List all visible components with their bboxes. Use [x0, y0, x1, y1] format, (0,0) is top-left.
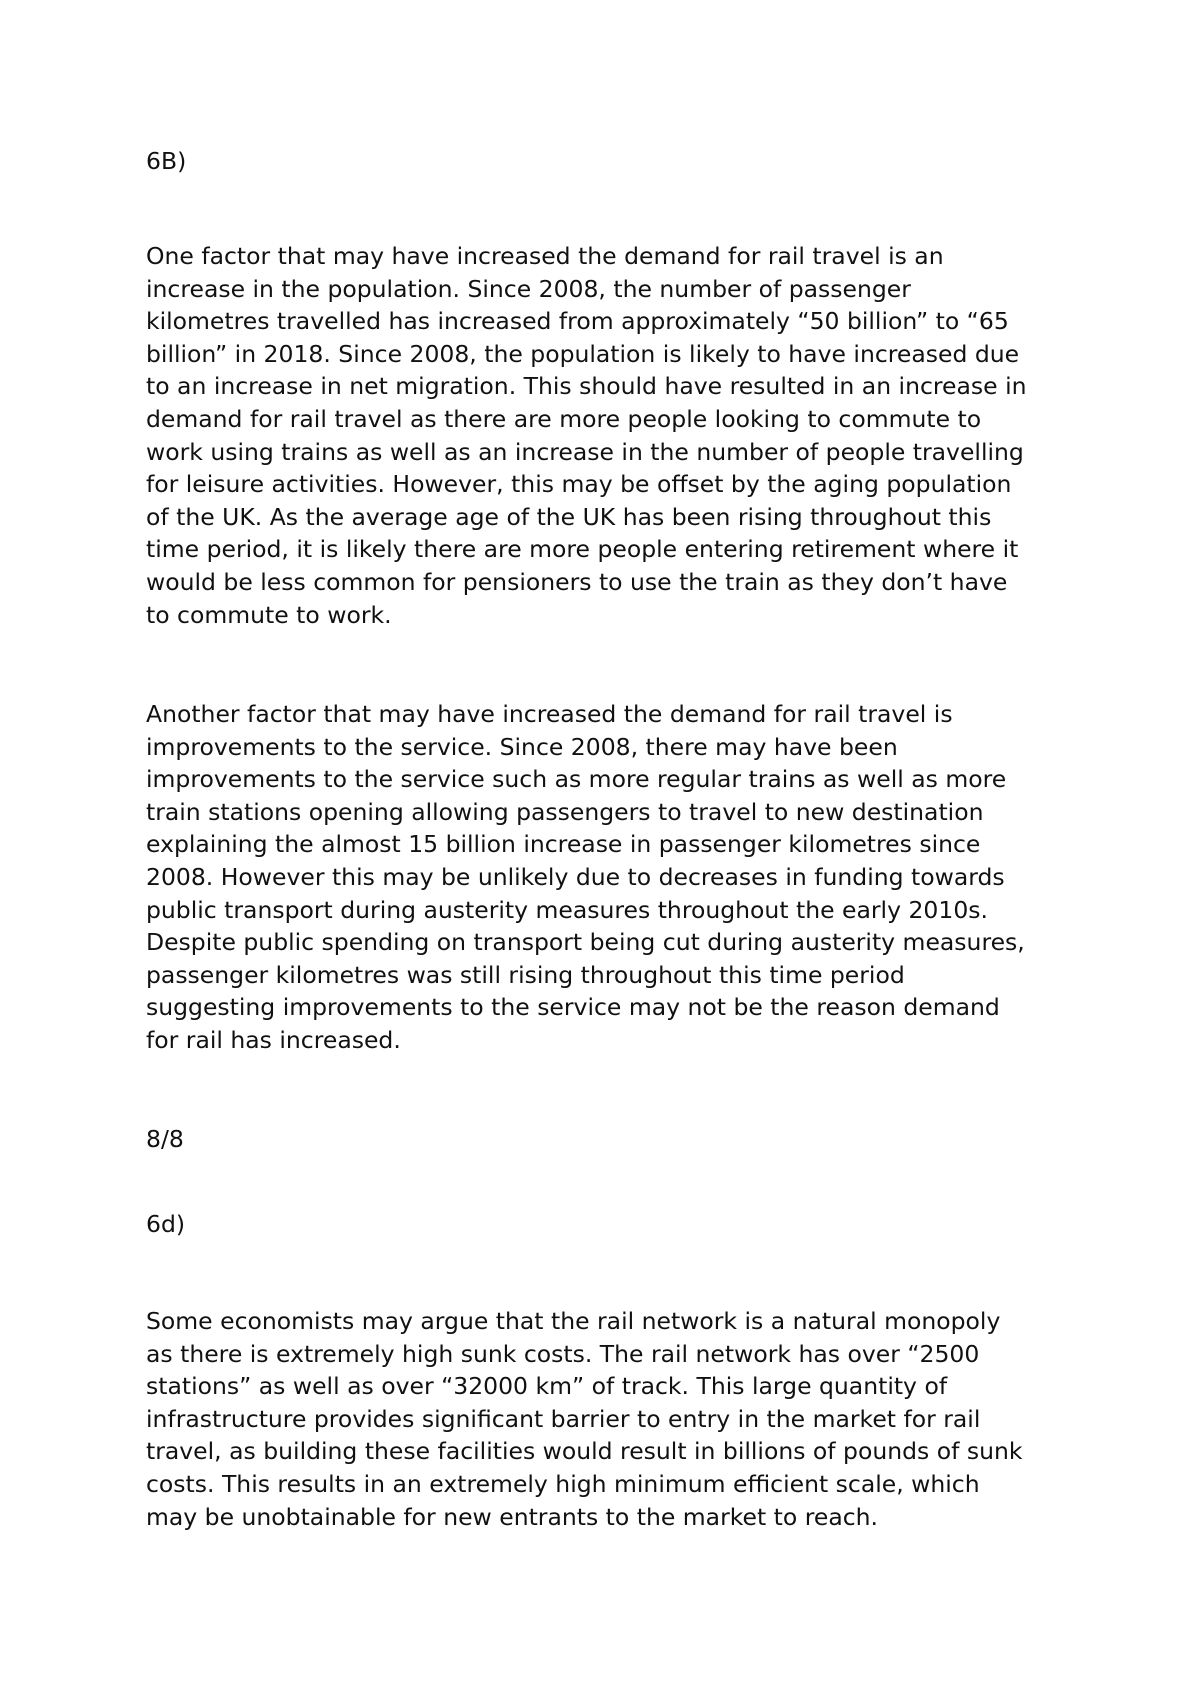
heading-6b: 6B): [146, 147, 187, 175]
paragraph-6b-population: One factor that may have increased the demand for rail travel is an increase in the population. Since 2008, the number of passenger kilometres travelled has increased from approximately “50 billion” to “65 billion” in 2018. Since 2008, the population is likely to have increased due to an increase in net migration. This should have resulted in an increase in demand for rail travel as there are more people looking to commute to work using trains as well as an increase in the number of people travelling for leisure activities. However, this may be offset by the aging population of the UK. As the average age of the UK has been rising throughout this time period, it is likely there are more people entering retirement where it would be less common for pensioners to use the train as they don’t have to commute to work.: [146, 242, 1027, 629]
heading-6d: 6d): [146, 1210, 186, 1238]
score-6b: 8/8: [146, 1125, 184, 1153]
paragraph-6b-service: Another factor that may have increased the demand for rail travel is improvements to the service. Since 2008, there may have been improvements to the service such as more regular trains as well as more train stations opening allowing passengers to travel to new destination explaining the almost 15 billion increase in passenger kilometres since 2008. However this may be unlikely due to decreases in funding towards public transport during austerity measures throughout the early 2010s. Despite public spending on transport being cut during austerity measures, passenger kilometres was still rising throughout this time period suggesting improvements to the service may not be the reason demand for rail has increased.: [146, 700, 1025, 1054]
paragraph-6d-monopoly: Some economists may argue that the rail network is a natural monopoly as there is extremely high sunk costs. The rail network has over “2500 stations” as well as over “32000 km” of track. This large quantity of infrastructure provides significant barrier to entry in the market for rail travel, as building these facilities would result in billions of pounds of sunk costs. This results in an extremely high minimum efficient scale, which may be unobtainable for new entrants to the market to reach.: [146, 1307, 1023, 1531]
